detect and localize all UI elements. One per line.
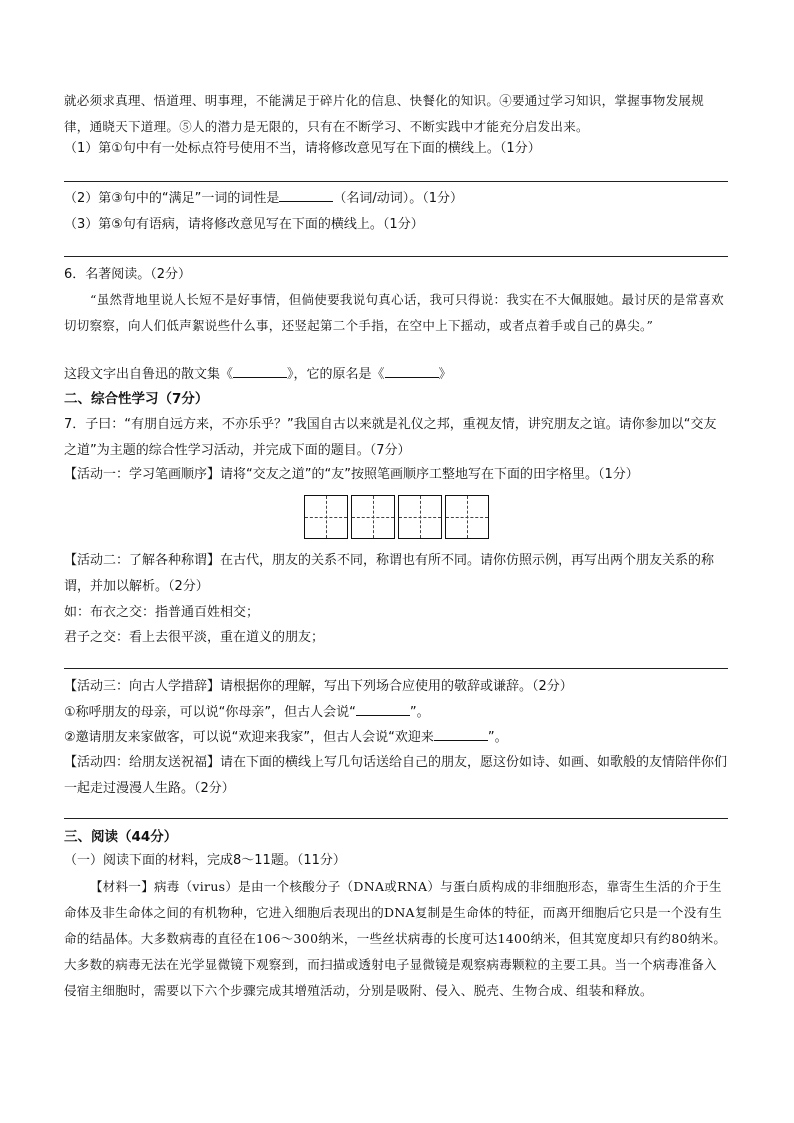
- activity-2-example-1: 如：布衣之交：指普通百姓相交；: [64, 605, 260, 620]
- activity-3-item-2: ②邀请朋友来家做客，可以说“欢迎来我家”，但古人会说“欢迎来 ”。: [64, 725, 728, 751]
- tianzige-cell[interactable]: [398, 495, 442, 539]
- reading-1-intro: （一）阅读下面的材料，完成8～11题。（11分）: [64, 853, 346, 868]
- question-5-1: （1）第①句中有一处标点符号使用不当，请将修改意见写在下面的横线上。（1分）: [64, 141, 541, 156]
- question-5-2: （2）第③句中的“满足”一词的词性是 （名词/动词）。（1分）: [64, 186, 728, 212]
- activity-1: 【活动一：学习笔画顺序】请将“交友之道”的“友”按照笔画顺序工整地写在下面的田字格里。（1分）: [64, 467, 639, 482]
- blank-3-2[interactable]: [434, 726, 488, 741]
- section-2-title: 二、综合性学习（7分）: [64, 391, 209, 407]
- question-6-quote: “虽然背地里说人长短不是好事情，但倘使要我说句真心话，我可只得说：我实在不大佩服她。最讨厌的是常喜欢切切察察，向人们低声絮说些什么事，还竖起第二个手指，在空中上下摇动，或者点着手或自己的鼻尖。”: [64, 292, 724, 333]
- blank-6-1[interactable]: [233, 363, 287, 378]
- tianzige-grid: [304, 495, 489, 539]
- blank-5-2[interactable]: [279, 187, 333, 202]
- activity-3: 【活动三：向古人学措辞】请根据你的理解，写出下列场合应使用的敬辞或谦辞。（2分）: [64, 679, 573, 694]
- blank-3-1[interactable]: [356, 701, 410, 716]
- answer-line-activity-2[interactable]: [64, 668, 728, 669]
- answer-line-activity-4[interactable]: [64, 818, 728, 819]
- question-6-title: 6．名著阅读。（2分）: [64, 267, 192, 282]
- tianzige-cell[interactable]: [445, 495, 489, 539]
- question-5-3: （3）第⑤句有语病，请将修改意见写在下面的横线上。（1分）: [64, 217, 424, 232]
- activity-2: 【活动二：了解各种称谓】在古代，朋友的关系不同，称谓也有所不同。请你仿照示例，再写出两个朋友关系的称谓，并加以解析。（2分）: [64, 553, 715, 594]
- section-3-title: 三、阅读（44分）: [64, 829, 178, 845]
- answer-line-5-1[interactable]: [64, 181, 728, 182]
- tianzige-cell[interactable]: [304, 495, 348, 539]
- activity-2-example-2: 君子之交：看上去很平淡，重在道义的朋友；: [64, 630, 325, 645]
- activity-3-item-1: ①称呼朋友的母亲，可以说“你母亲”，但古人会说“ ”。: [64, 700, 728, 726]
- activity-4: 【活动四：给朋友送祝福】请在下面的横线上写几句话送给自己的朋友，愿这份如诗、如画、如歌般的友情陪伴你们一起走过漫漫人生路。（2分）: [64, 755, 728, 796]
- question-7-intro: 7．子曰：“有朋自远方来，不亦乐乎？”我国自古以来就是礼仪之邦，重视友情，讲究朋友之谊。请你参加以“交友之道”为主题的综合性学习活动，并完成下面的题目。（7分）: [64, 417, 717, 458]
- answer-line-5-3[interactable]: [64, 256, 728, 257]
- blank-6-2[interactable]: [385, 363, 439, 378]
- material-1: 【材料一】病毒（virus）是由一个核酸分子（DNA或RNA）与蛋白质构成的非细胞形态，靠寄生生活的介于生命体及非生命体之间的有机物种，它进入细胞后表现出的DNA复制是生命体的特征，而离开细胞后它只是一个没有生命的结晶体。大多数病毒的直径在106～300纳米，一些丝状病毒的长度可达1400纳米，但其宽度却只有约80纳米。大多数的病毒无法在光学显微镜下观察到，而扫描或透射电子显微镜是观察病毒颗粒的主要工具。当一个病毒准备入侵宿主细胞时，需要以下六个步骤完成其增殖活动，分别是吸附、侵入、脱壳、生物合成、组装和释放。: [64, 879, 727, 998]
- question-6-prompt: 这段文字出自鲁迅的散文集《 》，它的原名是《 》: [64, 362, 728, 388]
- intro-paragraph: 就必须求真理、悟道理、明事理，不能满足于碎片化的信息、快餐化的知识。④要通过学习知识，掌握事物发展规律，通晓天下道理。⑤人的潜力是无限的，只有在不断学习、不断实践中才能充分启发出来。: [64, 93, 705, 134]
- tianzige-cell[interactable]: [351, 495, 395, 539]
